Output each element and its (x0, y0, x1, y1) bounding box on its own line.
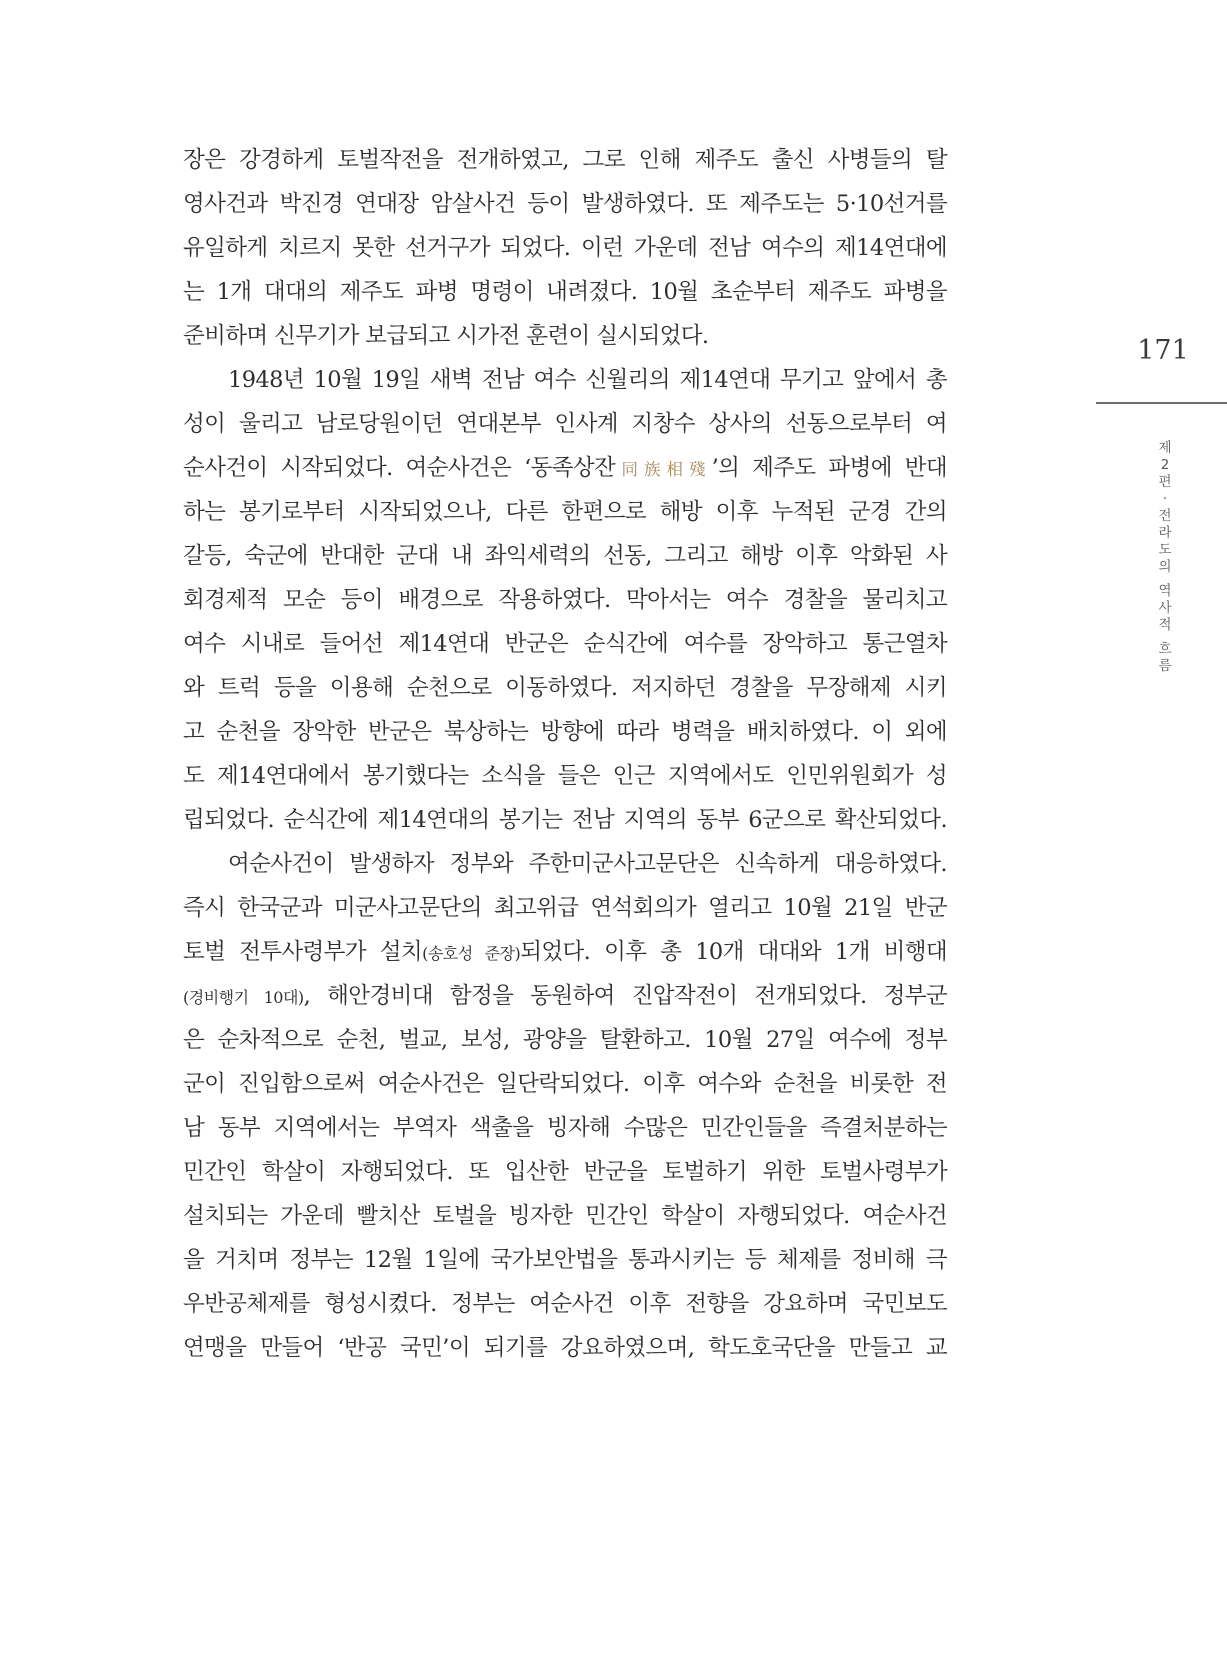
text-line: 하는 봉기로부터 시작되었으나, 다른 한편으로 해방 이후 누적된 군경 간의 (183, 499, 947, 525)
parenthetical-note: (송호성 준장) (422, 944, 521, 963)
title-char: 제 (1158, 440, 1172, 456)
text-line-with-note (183, 974, 947, 1018)
text-line: 을 거치며 정부는 12월 1일에 국가보안법을 통과시키는 등 체제를 정비해 극 (183, 1247, 947, 1273)
text-line: 와 트럭 등을 이용해 순천으로 이동하였다. 저지하던 경찰을 무장해제 시키 (183, 675, 947, 701)
page-number: 171 (1137, 335, 1189, 366)
text-line: 립되었다. 순식간에 제14연대의 봉기는 전남 지역의 동부 6군으로 확산되었다. (183, 807, 947, 833)
section-title-vertical (1153, 440, 1177, 675)
text-segment: , 해안경비대 함정을 동원하여 진압작전이 전개되었다. 정부군 (303, 983, 947, 1009)
text-segment: ’의 제주도 파병에 반대 (711, 455, 947, 481)
title-char: 흐 (1158, 641, 1172, 657)
text-line: 여수 시내로 들어선 제14연대 반군은 순식간에 여수를 장악하고 통근열차 (183, 631, 947, 657)
text-line: 준비하며 신무기가 보급되고 시가전 훈련이 실시되었다. (183, 323, 709, 349)
text-line: 남 동부 지역에서는 부역자 색출을 빙자해 수많은 민간인들을 즉결처분하는 (183, 1115, 947, 1141)
title-char: 역 (1158, 583, 1172, 599)
text-line: 우반공체제를 형성시켰다. 정부는 여순사건 이후 전향을 강요하며 국민보도 (183, 1291, 947, 1317)
text-line: 민간인 학살이 자행되었다. 또 입산한 반군을 토벌하기 위한 토벌사령부가 (183, 1159, 947, 1185)
text-line: 갈등, 숙군에 반대한 군대 내 좌익세력의 선동, 그리고 해방 이후 악화된 사 (183, 543, 947, 569)
paragraph-1 (183, 138, 947, 358)
text-line: 유일하게 치르지 못한 선거구가 되었다. 이런 가운데 전남 여수의 제14연대에 (183, 235, 947, 261)
text-line: 성이 울리고 남로당원이던 연대본부 인사계 지창수 상사의 선동으로부터 여 (183, 411, 947, 437)
title-gap (1153, 576, 1177, 583)
text-line: 고 순천을 장악한 반군은 북상하는 방향에 따라 병력을 배치하였다. 이 외에 (183, 719, 947, 745)
parenthetical-note: (경비행기 10대) (183, 988, 304, 1007)
title-char: 편 (1158, 474, 1172, 490)
hanja-annotation: 同族相殘 (615, 460, 712, 479)
title-char: 사 (1158, 600, 1172, 616)
text-line: 영사건과 박진경 연대장 암살사건 등이 발생하였다. 또 제주도는 5·10선거를 (183, 191, 947, 217)
text-line: 회경제적 모순 등이 배경으로 작용하였다. 막아서는 여수 경찰을 물리치고 (183, 587, 947, 613)
title-char: 의 (1158, 559, 1172, 575)
text-line: 연맹을 만들어 ‘반공 국민’이 되기를 강요하였으며, 학도호국단을 만들고 교 (183, 1335, 947, 1361)
text-segment: 순사건이 시작되었다. 여순사건은 ‘동족상잔 (183, 455, 616, 481)
title-char: 도 (1158, 542, 1172, 558)
text-line-with-hanja (183, 446, 947, 490)
text-line: 는 1개 대대의 제주도 파병 명령이 내려졌다. 10월 초순부터 제주도 파병을 (183, 279, 947, 305)
text-line: 즉시 한국군과 미군사고문단의 최고위급 연석회의가 열리고 10월 21일 반군 (183, 895, 947, 921)
title-char: 2 (1160, 457, 1170, 473)
text-line: 장은 강경하게 토벌작전을 전개하였고, 그로 인해 제주도 출신 사병들의 탈 (183, 147, 947, 173)
title-char: 전 (1158, 508, 1172, 524)
paragraph-3 (183, 842, 947, 1370)
paragraph-2 (183, 358, 947, 842)
title-char: 라 (1158, 525, 1172, 541)
text-line: 군이 진입함으로써 여순사건은 일단락되었다. 이후 여수와 순천을 비롯한 전 (183, 1071, 947, 1097)
text-line: 여순사건이 발생하자 정부와 주한미군사고문단은 신속하게 대응하였다. (228, 851, 947, 877)
text-line: 설치되는 가운데 빨치산 토벌을 빙자한 민간인 학살이 자행되었다. 여순사건 (183, 1203, 947, 1229)
title-gap (1153, 634, 1177, 641)
title-char: 름 (1158, 658, 1172, 674)
title-char: · (1162, 491, 1168, 507)
text-segment: 되었다. 이후 총 10개 대대와 1개 비행대 (520, 939, 947, 965)
title-char: 적 (1158, 617, 1172, 633)
body-text (183, 138, 947, 1370)
text-line: 도 제14연대에서 봉기했다는 소식을 들은 인근 지역에서도 인민위원회가 성 (183, 763, 947, 789)
text-line: 은 순차적으로 순천, 벌교, 보성, 광양을 탈환하고. 10월 27일 여수에 정부 (183, 1027, 947, 1053)
margin-divider (1096, 402, 1227, 404)
text-line-with-note (183, 930, 947, 974)
text-segment: 토벌 전투사령부가 설치 (183, 939, 423, 965)
text-line: 1948년 10월 19일 새벽 전남 여수 신월리의 제14연대 무기고 앞에서 총 (228, 367, 947, 393)
